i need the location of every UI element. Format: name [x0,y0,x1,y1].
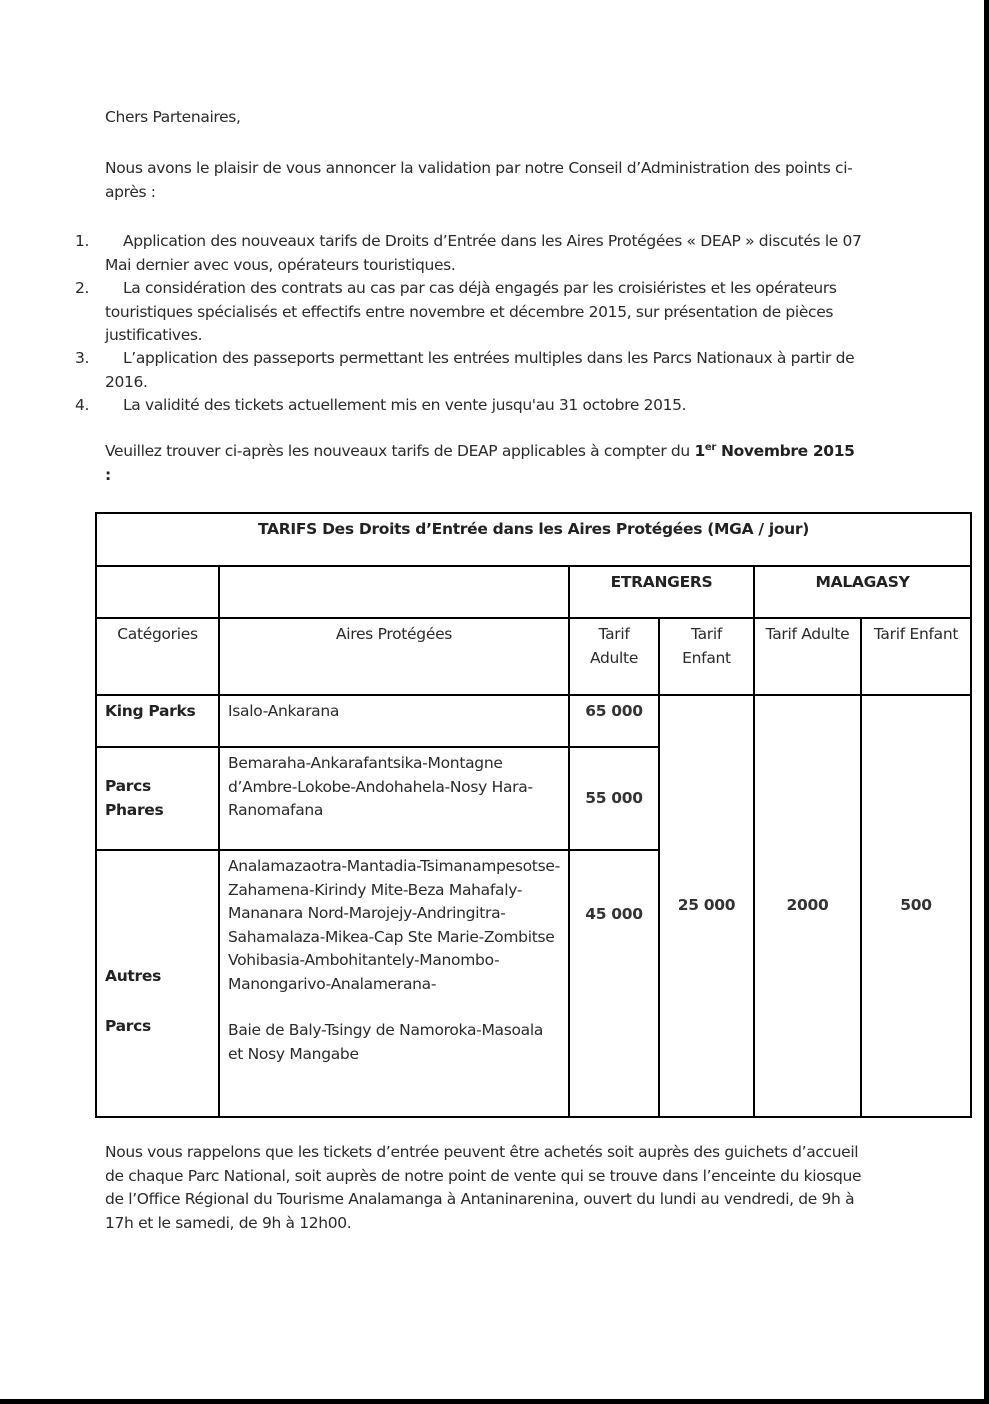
header-categories: Catégories [96,618,219,695]
category-cell: Autres Parcs [96,850,219,1117]
header-etrangers-enfant: Tarif Enfant [659,618,754,695]
salutation: Chers Partenaires, [105,108,241,126]
effective-date-rest: Novembre 2015 : [105,442,855,484]
closing-paragraph: Nous vous rappelons que les tickets d’entrée peuvent être achetés soit auprès des guichets d’accueil de chaque Parc National, soit auprès de notre point de vente qui se trouve dans l’enceinte du kiosque de l’Office Régional du Tourisme Analamanga à Antaninarenina, ouvert du lundi au vendredi, de 9h à 17h et le samedi, de 9h à 12h00. [105,1143,862,1232]
aires-cell: Bemaraha-Ankarafantsika-Montagne d’Ambre-Lokobe-Andohahela-Nosy Hara-Ranomafana [219,747,569,850]
malagasy-adulte-cell: 2000 [754,695,861,1117]
tariffs-intro [105,440,865,487]
effective-date-sup: er [704,441,716,453]
table-title-row [96,513,971,566]
header-aires-protegees: Aires Protégées [219,618,569,695]
intro-paragraph: Nous avons le plaisir de vous annoncer la validation par notre Conseil d’Administration des points ci-après : [105,159,853,201]
list-text: L’application des passeports permettant les entrées multiples dans les Parcs Nationaux à partir de 2016. [105,349,855,391]
empty-header-cell [96,566,219,618]
header-malagasy-enfant: Tarif Enfant [861,618,971,695]
aires-list: Analamazaotra-Mantadia-Tsimanampesotse-Zahamena-Kirindy Mite-Beza Mahafaly-Mananara Nord-Marojejy-Andringitra-Sahamalaza-Mikea-Cap Ste Marie-Zombitse Vohibasia-Ambohitantely-Manombo-Manongarivo-Analamerana- [228,857,560,993]
header-etrangers-adulte: Tarif Adulte [569,618,659,695]
page-border-right [984,0,989,1404]
column-header-row [96,618,971,695]
aires-list-extra: Baie de Baly-Tsingy de Namoroka-Masoala et Nosy Mangabe [228,1021,544,1063]
aires-cell [219,850,569,1117]
category-cell: Parcs Phares [96,747,219,850]
list-number: 4. [75,396,90,414]
etrangers-adulte-cell: 45 000 [569,850,659,1117]
header-malagasy-adulte: Tarif Adulte [754,618,861,695]
table-title-cell [96,513,971,566]
tariffs-table [95,512,972,1118]
list-number: 3. [75,349,90,367]
malagasy-enfant-cell: 500 [861,695,971,1117]
table-title: TARIFS Des Droits d’Entrée dans les Aires Protégées (MGA / jour) [257,520,810,538]
etrangers-adulte-cell: 65 000 [569,695,659,747]
empty-header-cell [219,566,569,618]
list-number: 2. [75,279,90,297]
list-text: La considération des contrats au cas par cas déjà engagés par les croisiéristes et les opérateurs touristiques spécialisés et effectifs entre novembre et décembre 2015, sur présentation de pièces justificatives. [105,279,837,344]
tariffs-intro-text: Veuillez trouver ci-après les nouveaux tarifs de DEAP applicables à compter du [105,442,695,460]
group-header-malagasy: MALAGASY [754,566,971,618]
effective-date-day: 1 [694,442,705,460]
category-cell: King Parks [96,695,219,747]
etrangers-enfant-cell: 25 000 [659,695,754,1117]
list-text: La validité des tickets actuellement mis en vente jusqu'au 31 octobre 2015. [123,396,687,414]
list-number: 1. [75,232,90,250]
group-header-row [96,566,971,618]
etrangers-adulte-cell: 55 000 [569,747,659,850]
aires-cell: Isalo-Ankarana [219,695,569,747]
list-text: Application des nouveaux tarifs de Droits d’Entrée dans les Aires Protégées « DEAP » discutés le 07 Mai dernier avec vous, opérateurs touristiques. [105,232,862,274]
group-header-etrangers: ETRANGERS [569,566,754,618]
table-row [96,695,971,747]
page-border-bottom [0,1399,989,1404]
